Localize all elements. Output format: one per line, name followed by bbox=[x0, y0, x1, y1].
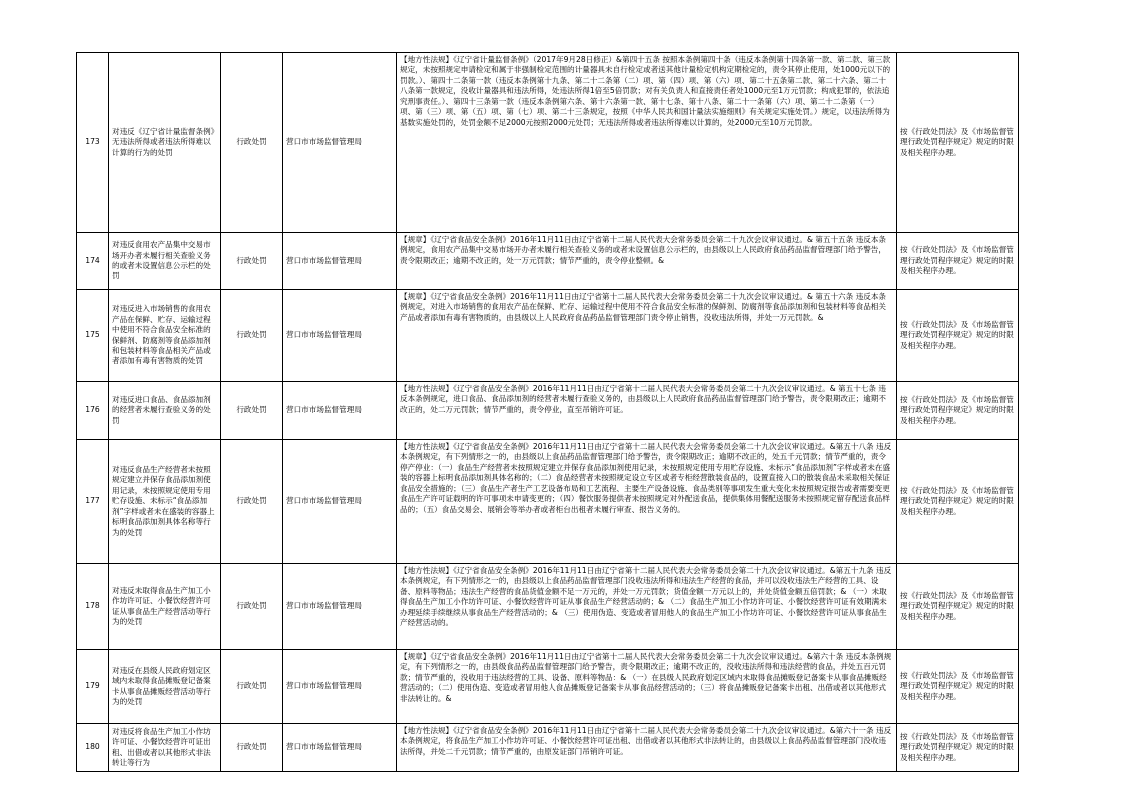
item-type: 行政处罚 bbox=[221, 724, 283, 772]
item-type: 行政处罚 bbox=[221, 53, 283, 233]
table-row bbox=[77, 564, 1019, 650]
item-department: 营口市市场监督管理局 bbox=[283, 290, 397, 382]
item-department: 营口市市场监督管理局 bbox=[283, 382, 397, 440]
item-department: 营口市市场监督管理局 bbox=[283, 440, 397, 564]
item-number: 173 bbox=[77, 53, 109, 233]
item-department: 营口市市场监督管理局 bbox=[283, 53, 397, 233]
item-legal-basis: 【地方性法规】《辽宁省食品安全条例》2016年11月11日由辽宁省第十二届人民代表大会常务委员会第二十九次会议审议通过。& 第五十七条 违反本条例规定，进口食品、食品添加剂的经营者未履行查验义务的，由县级以上人民政府食品药品监督管理部门给予警告，责令限期改正；逾期不改正的，处二万元罚款；情节严重的，责令停业，直至吊销许可证。 bbox=[397, 382, 897, 440]
item-number: 179 bbox=[77, 650, 109, 724]
item-legal-basis: 【地方性法规】《辽宁省食品安全条例》2016年11月11日由辽宁省第十二届人民代表大会常务委员会第二十九次会议审议通过。&第五十九条 违反本条例规定，有下列情形之一的，由县级以上食品药品监督管理部门没收违法所得和违法生产经营的食品，并可以没收违法生产经营的工具、设备、原料等物品；违法生产经营的食品货值金额不足一万元的，并处一万元罚款；货值金额一万元以上的，并处货值金额五倍罚款；& （一）未取得食品生产加工小作坊许可证、小餐饮经营许可证从事食品生产经营活动的；& （二）食品生产加工小作坊许可证、小餐饮经营许可证有效期满未办理延续手续继续从事食品生产经营活动的；& （三）使用伪造、变造或者冒用他人的食品生产加工小作坊许可证、小餐饮经营许可证从事食品生产经营活动的。 bbox=[397, 564, 897, 650]
item-procedure: 按《行政处罚法》及《市场监督管理行政处罚程序规定》规定的时限及相关程序办理。 bbox=[897, 382, 1019, 440]
item-legal-basis: 【规章】《辽宁省食品安全条例》2016年11月11日由辽宁省第十二届人民代表大会常务委员会第二十九次会议审议通过。& 第五十五条 违反本条例规定，食用农产品集中交易市场开办者未履行相关查验义务的或者未设置信息公示栏的，由县级以上人民政府食品药品监督管理部门给予警告，责令限期改正；逾期不改正的，处一万元罚款；情节严重的，责令停业整顿。& bbox=[397, 233, 897, 290]
item-department: 营口市市场监督管理局 bbox=[283, 650, 397, 724]
item-number: 176 bbox=[77, 382, 109, 440]
item-name: 对违反进口食品、食品添加剂的经营者未履行查验义务的处罚 bbox=[109, 382, 221, 440]
table-row bbox=[77, 233, 1019, 290]
item-legal-basis: 【地方性法规】《辽宁省食品安全条例》2016年11月11日由辽宁省第十二届人民代表大会常务委员会第二十九次会议审议通过。&第六十一条 违反本条例规定，将食品生产加工小作坊许可证、小餐饮经营许可证出租、出借或者以其他形式非法转让的，由县级以上食品药品监督管理部门没收违法所得，并处二千元罚款；情节严重的，由原发证部门吊销许可证。 bbox=[397, 724, 897, 772]
item-name: 对违反食用农产品集中交易市场开办者未履行相关查验义务的或者未设置信息公示栏的处罚 bbox=[109, 233, 221, 290]
item-number: 178 bbox=[77, 564, 109, 650]
item-type: 行政处罚 bbox=[221, 650, 283, 724]
table-row bbox=[77, 382, 1019, 440]
item-type: 行政处罚 bbox=[221, 233, 283, 290]
item-name: 对违反食品生产经营者未按照规定建立并保存食品添加剂使用记录，未按照规定使用专用贮存设施、未标示“食品添加剂”字样或者未在盛装的容器上标明食品添加剂具体名称等行为的处罚 bbox=[109, 440, 221, 564]
item-name: 对违反在县级人民政府划定区域内未取得食品摊贩登记备案卡从事食品摊贩经营活动等行为的处罚 bbox=[109, 650, 221, 724]
item-name: 对违反未取得食品生产加工小作坊许可证、小餐饮经营许可证从事食品生产经营活动等行为的处罚 bbox=[109, 564, 221, 650]
item-legal-basis: 【地方性法规】《辽宁省计量监督条例》（2017年9月28日修正）&第四十五条 按照本条例第四十条（违反本条例第十四条第一款、第二款、第三款规定，未按照规定申请检定和属于非强制检定范围的计量器具未自行检定或者送其他计量检定机构定期检定的，责令其停止使用，处1000元以下的罚款。）、第四十二条第一款（违反本条例第十九条、第二十二条第（二）项、第（四）项、第（六）项、第二十五条第二款、第二十六条、第二十八条第一款规定，没收计量器具和违法所得，处违法所得1倍至5倍罚款；对有关负责人和直接责任者处1000元至1万元罚款；构成犯罪的，依法追究刑事责任。）、第四十三条第一款（违反本条例第六条、第十六条第一款、第十七条、第十八条、第二十一条第（六）项、第二十二条第（一）项、第（三）项、第（五）项、第（七）项、第二十三条规定，按照《中华人民共和国计量法实施细则》有关规定实施处罚。）规定，以违法所得为基数实施处罚的，处罚金额不足2000元按照2000元处罚；无违法所得或者违法所得难以计算的，处2000元至10万元罚款。 bbox=[397, 53, 897, 233]
item-procedure: 按《行政处罚法》及《市场监督管理行政处罚程序规定》规定的时限及相关程序办理。 bbox=[897, 290, 1019, 382]
penalty-table bbox=[76, 52, 1019, 772]
item-procedure: 按《行政处罚法》及《市场监督管理行政处罚程序规定》规定的时限及相关程序办理。 bbox=[897, 650, 1019, 724]
item-legal-basis: 【地方性法规】《辽宁省食品安全条例》2016年11月11日由辽宁省第十二届人民代表大会常务委员会第二十九次会议审议通过。&第五十八条 违反本条例规定，有下列情形之一的，由县级以上食品药品监督管理部门给予警告，责令限期改正；逾期不改正的，处五千元罚款；情节严重的，责令停产停业：（一）食品生产经营者未按照规定建立并保存食品添加剂使用记录，未按照规定使用专用贮存设施、未标示“食品添加剂”字样或者未在盛装的容器上标明食品添加剂具体名称的；（二）食品经营者未按照规定设立专区或者专柜经营散装食品的，设置直接入口的散装食品未采取相关保证食品安全措施的；（三）食品生产者生产工艺设备布局和工艺流程、主要生产设备设施、食品类别等事项发生重大变化未按照规定报告或者需要变更食品生产许可证载明的许可事项未申请变更的；（四）餐饮服务提供者未按照规定对外配送食品，提供集体用餐配送服务未按照规定留存配送食品样品的；（五）食品交易会、展销会等举办者或者柜台出租者未履行审查、报告义务的。 bbox=[397, 440, 897, 564]
table-row bbox=[77, 53, 1019, 233]
table-row bbox=[77, 724, 1019, 772]
item-legal-basis: 【规章】《辽宁省食品安全条例》2016年11月11日由辽宁省第十二届人民代表大会常务委员会第二十九次会议审议通过。&第六十条 违反本条例规定，有下列情形之一的，由县级食品药品监督管理部门给予警告，责令限期改正；逾期不改正的，没收违法所得和违法经营的食品，并处五百元罚款；情节严重的，没收用于违法经营的工具、设备、原料等物品：& （一）在县级人民政府划定区域内未取得食品摊贩登记备案卡从事食品摊贩经营活动的；（二）使用伪造、变造或者冒用他人食品摊贩登记备案卡从事食品经营活动的；（三）将食品摊贩登记备案卡出租、出借或者以其他形式非法转让的。& bbox=[397, 650, 897, 724]
item-name: 对违反进入市场销售的食用农产品在保鲜、贮存、运输过程中使用不符合食品安全标准的保鲜剂、防腐剂等食品添加剂和包装材料等食品相关产品或者添加有毒有害物质的处罚 bbox=[109, 290, 221, 382]
item-name: 对违反将食品生产加工小作坊许可证、小餐饮经营许可证出租、出借或者以其他形式非法转让等行为 bbox=[109, 724, 221, 772]
item-procedure: 按《行政处罚法》及《市场监督管理行政处罚程序规定》规定的时限及相关程序办理。 bbox=[897, 440, 1019, 564]
item-type: 行政处罚 bbox=[221, 440, 283, 564]
item-name: 对违反《辽宁省计量监督条例》无违法所得或者违法所得难以计算的行为的处罚 bbox=[109, 53, 221, 233]
item-type: 行政处罚 bbox=[221, 290, 283, 382]
table-row bbox=[77, 290, 1019, 382]
item-type: 行政处罚 bbox=[221, 564, 283, 650]
item-procedure: 按《行政处罚法》及《市场监督管理行政处罚程序规定》规定的时限及相关程序办理。 bbox=[897, 233, 1019, 290]
item-procedure: 按《行政处罚法》及《市场监督管理行政处罚程序规定》规定的时限及相关程序办理。 bbox=[897, 564, 1019, 650]
item-department: 营口市市场监督管理局 bbox=[283, 233, 397, 290]
item-number: 174 bbox=[77, 233, 109, 290]
item-number: 180 bbox=[77, 724, 109, 772]
item-type: 行政处罚 bbox=[221, 382, 283, 440]
item-number: 177 bbox=[77, 440, 109, 564]
table-row bbox=[77, 650, 1019, 724]
penalty-table-body bbox=[77, 53, 1019, 772]
item-procedure: 按《行政处罚法》及《市场监督管理行政处罚程序规定》规定的时限及相关程序办理。 bbox=[897, 724, 1019, 772]
item-procedure: 按《行政处罚法》及《市场监督管理行政处罚程序规定》规定的时限及相关程序办理。 bbox=[897, 53, 1019, 233]
table-row bbox=[77, 440, 1019, 564]
item-number: 175 bbox=[77, 290, 109, 382]
item-legal-basis: 【规章】《辽宁省食品安全条例》2016年11月11日由辽宁省第十二届人民代表大会常务委员会第二十九次会议审议通过。& 第五十六条 违反本条例规定，对进入市场销售的食用农产品在保鲜、贮存、运输过程中使用不符合食品安全标准的保鲜剂、防腐剂等食品添加剂和包装材料等食品相关产品或者添加有毒有害物质的，由县级以上人民政府食品药品监督管理部门责令停止销售，没收违法所得，并处一万元罚款。& bbox=[397, 290, 897, 382]
item-department: 营口市市场监督管理局 bbox=[283, 724, 397, 772]
item-department: 营口市市场监督管理局 bbox=[283, 564, 397, 650]
